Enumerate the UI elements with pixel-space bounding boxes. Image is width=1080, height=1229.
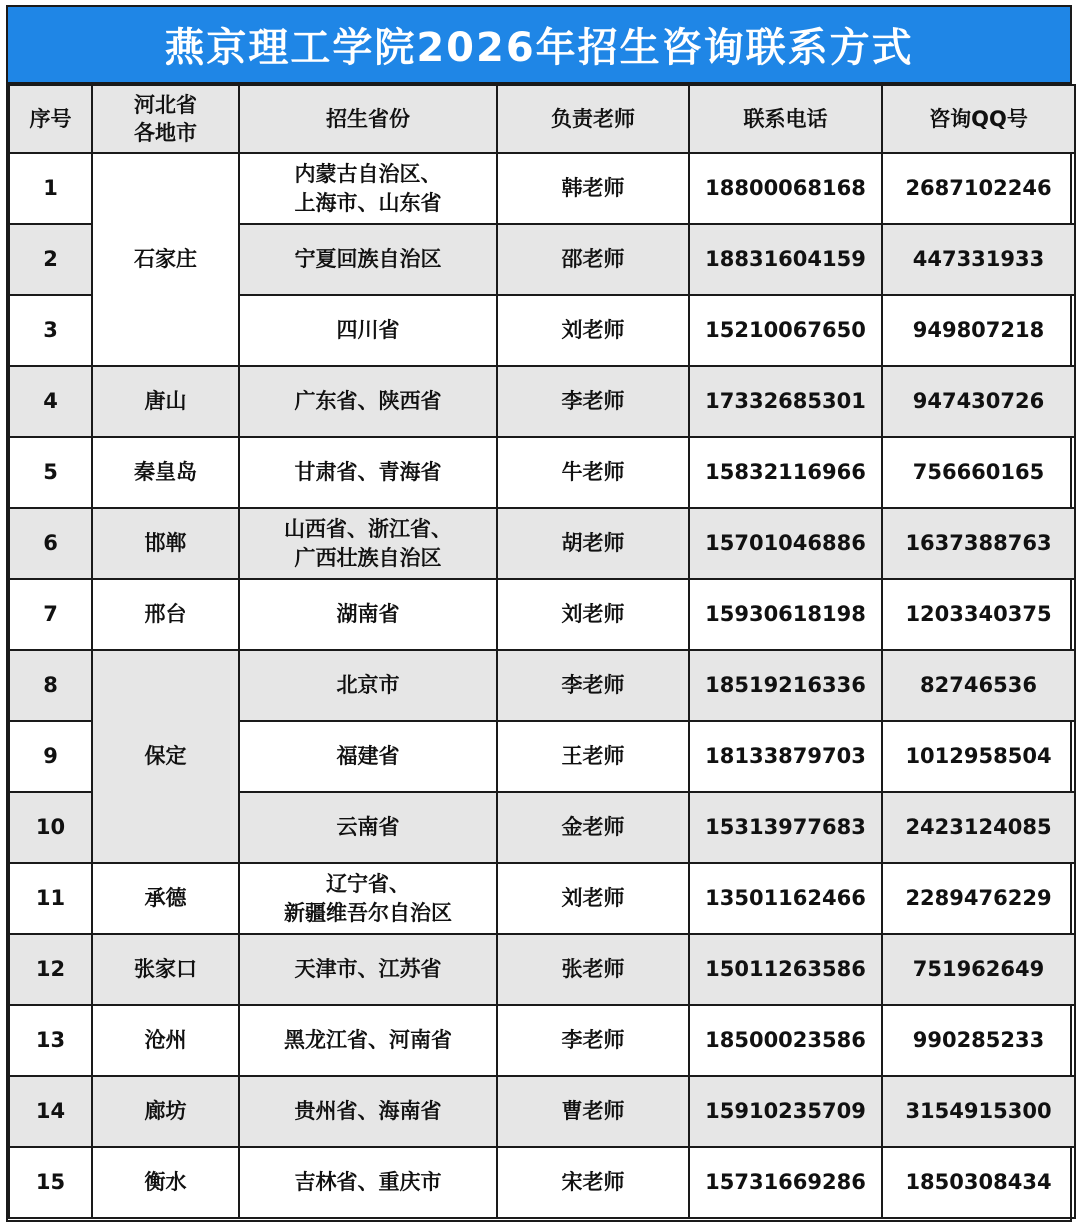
- cell-phone: 15910235709: [689, 1076, 882, 1147]
- cell-phone: 13501162466: [689, 863, 882, 934]
- cell-phone: 15011263586: [689, 934, 882, 1005]
- cell-index: 13: [9, 1005, 92, 1076]
- cell-qq: 3154915300: [882, 1076, 1075, 1147]
- cell-qq: 2423124085: [882, 792, 1075, 863]
- cell-teacher: 李老师: [497, 650, 689, 721]
- table-row: [9, 863, 1075, 934]
- cell-city: 张家口: [92, 934, 239, 1005]
- cell-index: 10: [9, 792, 92, 863]
- cell-teacher: 李老师: [497, 1005, 689, 1076]
- table-row: [9, 1076, 1075, 1147]
- cell-city: 保定: [92, 650, 239, 863]
- table-row: [9, 934, 1075, 1005]
- cell-provinces: 山西省、浙江省、 广西壮族自治区: [239, 508, 497, 579]
- cell-teacher: 李老师: [497, 366, 689, 437]
- cell-phone: 15832116966: [689, 437, 882, 508]
- cell-index: 1: [9, 153, 92, 224]
- cell-index: 6: [9, 508, 92, 579]
- cell-city: 衡水: [92, 1147, 239, 1218]
- cell-provinces: 云南省: [239, 792, 497, 863]
- cell-qq: 949807218: [882, 295, 1075, 366]
- cell-provinces: 福建省: [239, 721, 497, 792]
- cell-provinces: 甘肃省、青海省: [239, 437, 497, 508]
- cell-provinces: 天津市、江苏省: [239, 934, 497, 1005]
- cell-teacher: 牛老师: [497, 437, 689, 508]
- cell-city: 承德: [92, 863, 239, 934]
- cell-teacher: 刘老师: [497, 863, 689, 934]
- cell-index: 5: [9, 437, 92, 508]
- table-body: [9, 153, 1075, 1218]
- cell-index: 12: [9, 934, 92, 1005]
- table-frame: [6, 5, 1072, 1222]
- table-row: [9, 508, 1075, 579]
- cell-teacher: 邵老师: [497, 224, 689, 295]
- cell-provinces: 广东省、陕西省: [239, 366, 497, 437]
- cell-city: 唐山: [92, 366, 239, 437]
- cell-index: 4: [9, 366, 92, 437]
- cell-city: 邯郸: [92, 508, 239, 579]
- cell-qq: 1203340375: [882, 579, 1075, 650]
- cell-teacher: 刘老师: [497, 295, 689, 366]
- cell-qq: 447331933: [882, 224, 1075, 295]
- cell-provinces: 内蒙古自治区、 上海市、山东省: [239, 153, 497, 224]
- cell-city: 秦皇岛: [92, 437, 239, 508]
- cell-index: 11: [9, 863, 92, 934]
- cell-index: 8: [9, 650, 92, 721]
- cell-phone: 18500023586: [689, 1005, 882, 1076]
- cell-phone: 18133879703: [689, 721, 882, 792]
- cell-phone: 18831604159: [689, 224, 882, 295]
- cell-teacher: 刘老师: [497, 579, 689, 650]
- cell-phone: 18800068168: [689, 153, 882, 224]
- table-row: [9, 153, 1075, 224]
- cell-phone: 15313977683: [689, 792, 882, 863]
- cell-provinces: 北京市: [239, 650, 497, 721]
- cell-qq: 1012958504: [882, 721, 1075, 792]
- cell-phone: 15210067650: [689, 295, 882, 366]
- cell-qq: 990285233: [882, 1005, 1075, 1076]
- header-provinces: 招生省份: [239, 85, 497, 153]
- cell-qq: 1637388763: [882, 508, 1075, 579]
- cell-city: 沧州: [92, 1005, 239, 1076]
- header-row: [9, 85, 1075, 153]
- cell-city: 石家庄: [92, 153, 239, 366]
- cell-qq: 751962649: [882, 934, 1075, 1005]
- cell-qq: 947430726: [882, 366, 1075, 437]
- table-row: [9, 1147, 1075, 1218]
- cell-qq: 2289476229: [882, 863, 1075, 934]
- header-city: 河北省 各地市: [92, 85, 239, 153]
- cell-index: 2: [9, 224, 92, 295]
- cell-qq: 2687102246: [882, 153, 1075, 224]
- table-row: [9, 437, 1075, 508]
- cell-provinces: 吉林省、重庆市: [239, 1147, 497, 1218]
- cell-phone: 15731669286: [689, 1147, 882, 1218]
- cell-phone: 17332685301: [689, 366, 882, 437]
- cell-teacher: 韩老师: [497, 153, 689, 224]
- table-row: [9, 650, 1075, 721]
- cell-provinces: 四川省: [239, 295, 497, 366]
- cell-qq: 1850308434: [882, 1147, 1075, 1218]
- cell-provinces: 黑龙江省、河南省: [239, 1005, 497, 1076]
- cell-city: 廊坊: [92, 1076, 239, 1147]
- cell-index: 9: [9, 721, 92, 792]
- cell-index: 7: [9, 579, 92, 650]
- cell-provinces: 宁夏回族自治区: [239, 224, 497, 295]
- cell-provinces: 贵州省、海南省: [239, 1076, 497, 1147]
- header-teacher: 负责老师: [497, 85, 689, 153]
- cell-teacher: 胡老师: [497, 508, 689, 579]
- cell-phone: 15701046886: [689, 508, 882, 579]
- cell-teacher: 王老师: [497, 721, 689, 792]
- cell-index: 14: [9, 1076, 92, 1147]
- cell-qq: 82746536: [882, 650, 1075, 721]
- header-phone: 联系电话: [689, 85, 882, 153]
- cell-teacher: 宋老师: [497, 1147, 689, 1218]
- contact-table: [8, 84, 1076, 1219]
- cell-qq: 756660165: [882, 437, 1075, 508]
- cell-teacher: 金老师: [497, 792, 689, 863]
- table-row: [9, 579, 1075, 650]
- cell-teacher: 张老师: [497, 934, 689, 1005]
- cell-provinces: 辽宁省、 新疆维吾尔自治区: [239, 863, 497, 934]
- cell-phone: 15930618198: [689, 579, 882, 650]
- cell-city: 邢台: [92, 579, 239, 650]
- header-index: 序号: [9, 85, 92, 153]
- page-title: 燕京理工学院2026年招生咨询联系方式: [8, 7, 1070, 84]
- cell-phone: 18519216336: [689, 650, 882, 721]
- table-row: [9, 1005, 1075, 1076]
- cell-index: 15: [9, 1147, 92, 1218]
- header-qq: 咨询QQ号: [882, 85, 1075, 153]
- cell-provinces: 湖南省: [239, 579, 497, 650]
- table-row: [9, 366, 1075, 437]
- cell-index: 3: [9, 295, 92, 366]
- cell-teacher: 曹老师: [497, 1076, 689, 1147]
